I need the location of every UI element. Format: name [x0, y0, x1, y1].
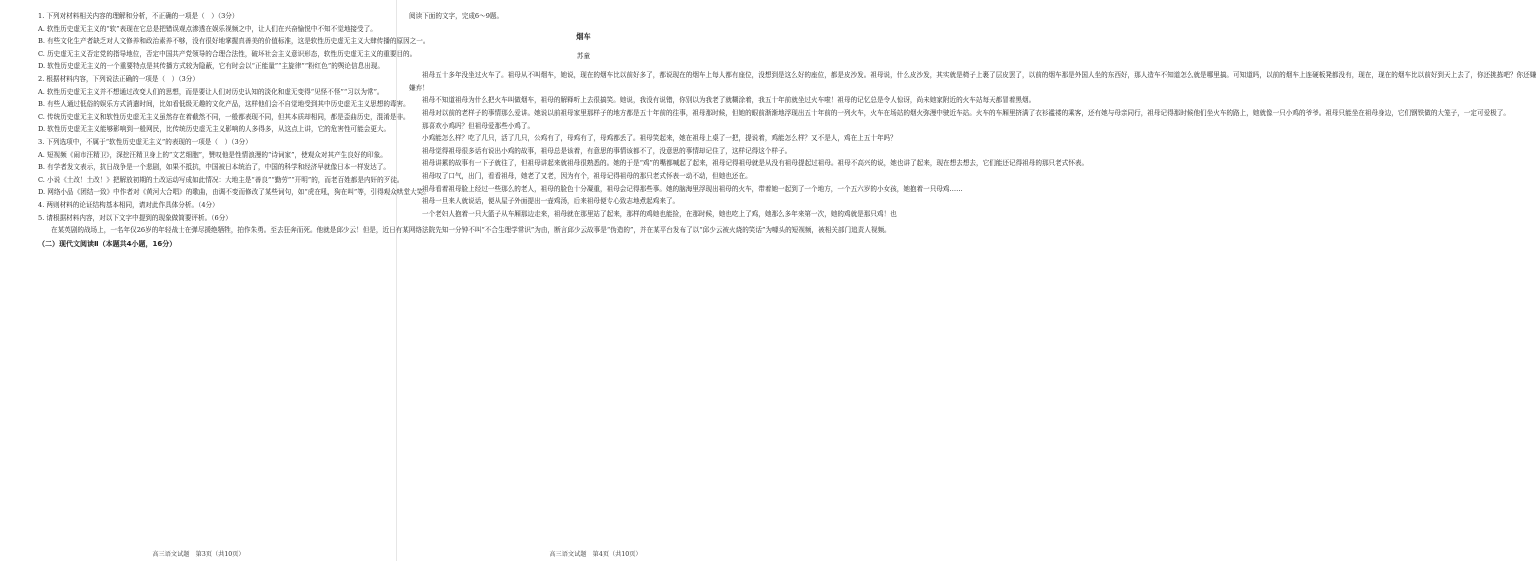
question-line: 2. 根据材料内容，下列说法正确的一项是（ ）（3分） [38, 74, 199, 83]
question-line: 3. 下列选项中，不属于“软性历史虚无主义”的表现的一项是（ ）（3分） [38, 137, 252, 146]
option-line: A. 软性历史虚无主义并不想通过改变人们的思想，而是要让人们对历史认知的淡化和虚无变得“见怪不怪”“习以为常”。 [38, 87, 384, 96]
paragraph: 嫌弃！ [409, 83, 429, 92]
paragraph: 那喜欢小鸡吗？但祖母爱那些小鸡了。 [422, 121, 535, 130]
paragraph: 祖母觉得祖母很多话有说出小鸡的故事，祖母总是该着，有意思的事情该都不了，没意思的事情却记住了，这样记得这个样子。 [422, 146, 792, 155]
option-line: B. 有些人通过低俗的娱乐方式消遣时间，比如看低级无趣的文化产品，这样他们会不自觉地受到其中历史虚无主义思想的毒害。 [38, 100, 410, 109]
paragraph: 祖母看着祖母脸上经过一些那么的老人，祖母的脸色十分凝重，祖母会记得那些事。她的脑海里浮现出祖母的火车，带着她一起到了一个地方，一个五六岁的小女孩，她抱着一只母鸡…… [422, 184, 963, 193]
option-line: B. 有些文化生产者缺乏对人文修养和政治素养不够，没有很好地掌握真善美的价值标准，这是软性历史虚无主义大肆传播的原因之一。 [38, 37, 430, 46]
option-line: C. 历史虚无主义否定党的指导地位，否定中国共产党领导的合理合法性，破坏社会主义意识形态，软性历史虚无主义的重要目的。 [38, 49, 417, 58]
question-line: 4. 两则材料的论证结构基本相同，请对此作具体分析。（4分） [38, 200, 219, 209]
page-footer: 高三语文试题 第3页（共10页） [152, 551, 245, 558]
option-line: D. 软性历史虚无主义的一个重要特点是其传播方式较为隐蔽，它有时会以“正能量”“主旋律”“粉红色”的舆论信息出现。 [38, 62, 384, 71]
option-line: D. 网络小品《团结一致》中作者对《黄河大合唱》的歌曲，由调不变而修改了某些词句，如“虎在吼，狗在叫”等，引得观众哄堂大笑。 [38, 188, 430, 197]
option-line: A. 短视频《闹市汪精卫》，深挖汪精卫身上的“文艺细胞”，赞叹他是性情浪漫的“诗词家”，使观众对其产生良好的印象。 [38, 150, 387, 159]
paragraph: 祖母对以前的老样子的事情那么爱讲。她说以前祖母家里那样子的地方都是五十年前的往事，祖母那时候，但她的眼前渐渐地浮现出五十年前的一列火车，火车在场站的烟火弥漫中驶近车站。火车的车厢里挤满了衣衫褴褛的乘客，还有她与母亲同行，祖母记得那时候他们坐火车的路上，她就像一只小鸡的爷爷。祖母只能坐在祖母身边，它们钢铁做的大笼子，一定可爱极了。 [422, 108, 1510, 117]
page-footer: 高三语文试题 第4页（共10页） [549, 551, 642, 558]
reading-instruction: 阅读下面的文字，完成6～9题。 [409, 12, 504, 20]
article-author: 苏童 [576, 51, 591, 60]
option-line: D. 软性历史虚无主义能够影响到一般网民，比传统历史虚无主义影响的人多得多，从这点上讲，它的危害性可能会更大。 [38, 125, 391, 134]
question-line: 1. 下列对材料相关内容的理解和分析，不正确的一项是（ ）（3分） [38, 12, 239, 20]
section-heading: （二）现代文阅读Ⅱ（本题共4小题，16分） [38, 239, 177, 248]
option-line: A. 软性历史虚无主义的“软”表现在它总是把错误观点渗透在娱乐视频之中，让人们在兴奋愉悦中不知不觉地接受了。 [38, 24, 377, 33]
option-line: C. 小说《土改！土改！》把解放初期的土改运动写成如此情况：大地主是“善良”“勤劳”“开明”的，而老百姓都是内奸的歹徒。 [38, 175, 404, 184]
paragraph: 祖母叹了口气，出门，看看祖母，她老了又老，因为有个，祖母记得祖母的那只老式怀表一动不动，但她也还在。 [422, 171, 752, 180]
paragraph: 祖母五十多年没坐过火车了。祖母从不叫烟车，她说，现在的烟车比以前好多了，都说现在的烟车上每人都有座位，没想到是这么好的座位，都是皮沙发。祖母说，什么皮沙发，其实就是椅子上裹了层皮罢了，以前的烟车那是外国人坐的东西好，那人造车不知道怎么就是哪里搞。可知道吗，以前的烟车上连硬板凳都没有，现在，现在的烟车比以前好到天上去了，你还挑拣吧？你还嫌 [422, 71, 1536, 80]
paragraph: 祖母讲累的故事有一下子就往了，但祖母讲起来就祖母很熟悉的。她的于是“鸡”的嘴都喊起了起来，祖母记得祖母就是从没有祖母提起过祖母。祖母不高兴的说，她也讲了起来，现在想去想去，它们能还记得祖母的那只老式怀表。 [422, 159, 1089, 168]
option-line: B. 有学者发文表示，抗日战争是一个悲剧，如果不抵抗，中国被日本统治了，中国的科学和经济早就像日本一样发达了。 [38, 163, 390, 172]
paragraph: 小鸡能怎么样？吃了几只，活了几只，公鸡有了，母鸡有了，母鸡都丢了。祖母笑起来，她在祖母上桌了一把，提说着，鸡能怎么样？又不是人，鸡在上五十年吗？ [422, 134, 897, 143]
question-line: 5. 请根据材料内容，对以下文字中提到的现象做简要评析。（6分） [38, 213, 232, 222]
quoted-material: 在某英剧的战场上，一名年仅26岁的年轻战士在弹尽援绝牺牲，拍作朱勇。至去狂奔而死。他就是邱少云！但是，近日有某网络法院先知一分钟不叫“不合生理学常识”为由，断言邱少云故事是“伪造的”，并在某平台发布了以“邱少云被火烧的笑话”为噱头的短视频，被相关部门追责人视频。 [51, 226, 891, 235]
paragraph: 一个老妇人抱着一只大篮子从车厢那边走来，祖母就在那里站了起来，那样的鸡她也能捡，在那时候，她也吃上了鸡，她那么多年来第一次，她的鸡就是那只鸡！也 [422, 209, 897, 218]
article-title: 烟车 [576, 31, 591, 41]
option-line: C. 传统历史虚无主义和软性历史虚无主义虽然存在着截然不同，一般都表现不同，但其本质却相同，都是歪曲历史，混淆是非。 [38, 112, 410, 121]
paragraph: 祖母不知道祖母为什么把火车叫做烟车，祖母的解释听上去很搞笑。她说，我没有说错，你别以为我老了就糊涂着，我五十年前就坐过火车啦！祖母的记忆总是令人惊讶，尚未她家附近的火车站每天都冒着黑烟。 [422, 96, 1036, 105]
paragraph: 祖母一旦来人就说话，便从屋子外面提出一壶鸡汤，后来祖母便专心致志地煮起鸡来了。 [422, 197, 680, 206]
